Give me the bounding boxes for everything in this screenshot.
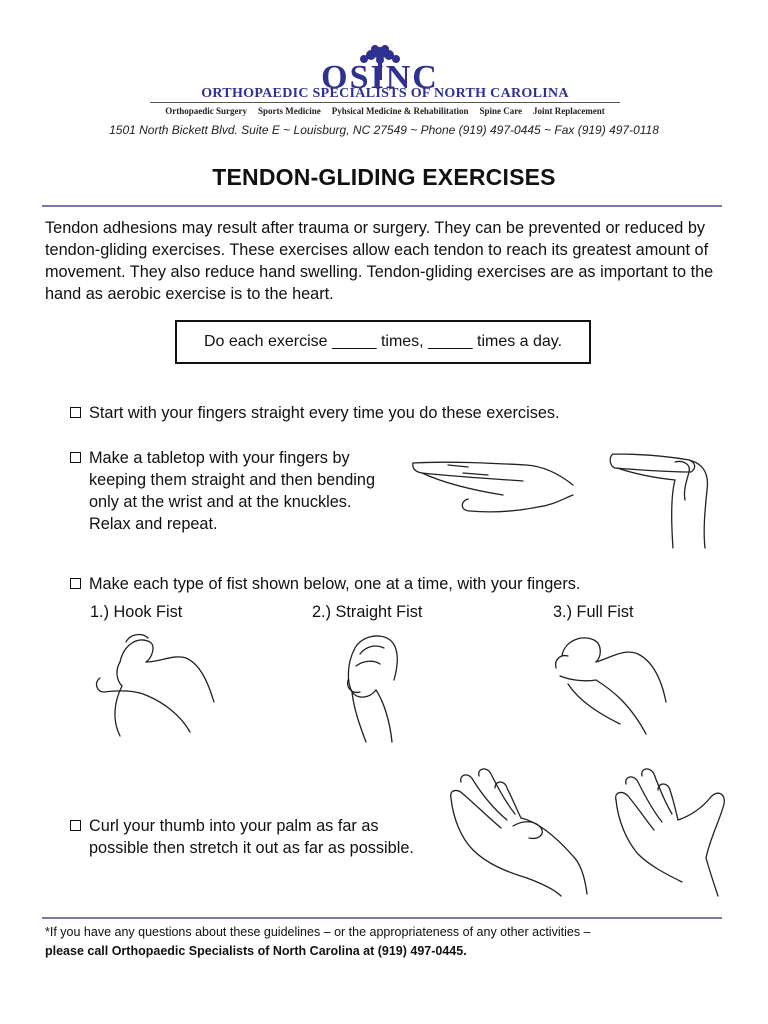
thumb-curled-palm-icon <box>443 768 593 898</box>
fist-label-hook: 1.) Hook Fist <box>90 603 183 621</box>
service-item: Sports Medicine <box>257 106 321 116</box>
footer-contact: please call Orthopaedic Specialists of North Carolina at (919) 497-0445. <box>45 944 467 958</box>
logo-block <box>150 42 620 120</box>
checklist-text: Make each type of fist shown below, one at a time, with your fingers. <box>89 575 581 593</box>
page-title: TENDON-GLIDING EXERCISES <box>212 164 556 190</box>
footer-note: *If you have any questions about these guidelines – or the appropriateness of any other activities – <box>45 925 591 939</box>
divider <box>42 917 722 919</box>
checklist-text: Curl your thumb into your palm as far as possible then stretch it out as far as possible. <box>89 817 414 857</box>
repetitions-box <box>175 320 591 364</box>
hand-straight-fingers-icon <box>408 455 578 525</box>
service-item: Joint Replacement <box>533 106 605 116</box>
hook-fist-icon <box>90 632 220 742</box>
checkbox-icon <box>70 820 81 831</box>
checkbox-icon <box>70 452 81 463</box>
service-item: Spine Care <box>479 106 523 116</box>
org-name-rule <box>150 102 620 103</box>
hand-tabletop-icon <box>605 450 720 550</box>
checkbox-icon <box>70 578 81 589</box>
fist-label-full: 3.) Full Fist <box>553 603 634 621</box>
thumb-stretched-icon <box>610 768 735 898</box>
service-item: Orthopaedic Surgery <box>165 106 247 116</box>
fist-label-straight: 2.) Straight Fist <box>312 603 423 621</box>
straight-fist-icon <box>340 630 410 745</box>
intro-paragraph: Tendon adhesions may result after trauma or surgery. They can be prevented or reduced by tendon-gliding exercises. These exercises allow each tendon to reach its greatest amount of movement. They also reduce hand swelling. Tendon-gliding exercises are as important to the hand as aerobic exercise is to the heart. <box>45 219 714 303</box>
service-item: Pyhsical Medicine & Rehabilitation <box>331 106 469 116</box>
checklist-text: Start with your fingers straight every time you do these exercises. <box>89 404 560 422</box>
checklist-item <box>70 447 380 535</box>
services-list <box>150 106 620 116</box>
osinc-logo-icon <box>280 44 480 90</box>
divider <box>42 205 722 207</box>
logo-wordmark: OSINC <box>321 59 439 90</box>
checklist-item <box>70 402 710 424</box>
full-fist-icon <box>550 630 675 740</box>
checkbox-icon <box>70 407 81 418</box>
org-name: ORTHOPAEDIC SPECIALISTS OF NORTH CAROLINA <box>201 86 569 101</box>
address-line: 1501 North Bickett Blvd. Suite E ~ Louisburg, NC 27549 ~ Phone (919) 497-0445 ~ Fax (919) 497-0118 <box>109 123 659 137</box>
checklist-text: Make a tabletop with your fingers by keeping them straight and then bending only at the wrist and at the knuckles. Relax and repeat. <box>89 449 376 533</box>
checklist-item <box>70 573 710 595</box>
repetitions-text: Do each exercise _____ times, _____ times a day. <box>203 333 563 350</box>
checklist-item <box>70 815 420 859</box>
